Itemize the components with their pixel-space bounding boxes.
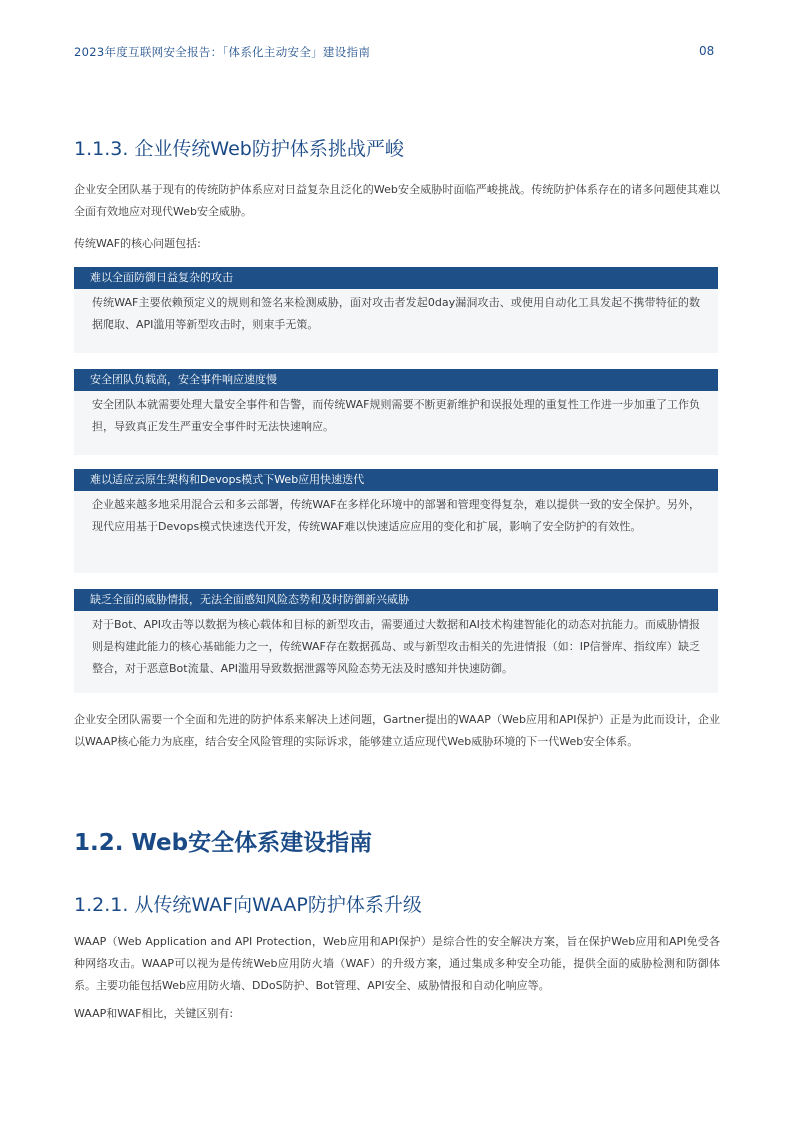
section-heading-1-2-1: 1.2.1. 从传统WAF向WAAP防护体系升级 <box>74 894 422 916</box>
challenge-box-1 <box>74 267 718 353</box>
page-number: 08 <box>699 44 715 58</box>
challenge-body: 传统WAF主要依赖预定义的规则和签名来检测威胁，面对攻击者发起0day漏洞攻击、或使用自动化工具发起不携带特征的数据爬取、API滥用等新型攻击时，则束手无策。 <box>92 296 700 331</box>
challenge-body: 对于Bot、API攻击等以数据为核心载体和目标的新型攻击，需要通过大数据和AI技术构建智能化的动态对抗能力。而威胁情报则是构建此能力的核心基础能力之一，传统WAF存在数据孤岛、或与新型攻击相关的先进情报（如：IP信誉库、指纹库）缺乏整合，对于恶意Bot流量、API滥用导致数据泄露等风险态势无法及时感知并快速防御。 <box>92 618 700 675</box>
challenge-title: 安全团队负载高，安全事件响应速度慢 <box>74 369 718 391</box>
challenge-box-2 <box>74 369 718 455</box>
challenge-title: 难以全面防御日益复杂的攻击 <box>74 267 718 289</box>
conclusion-paragraph: 企业安全团队需要一个全面和先进的防护体系来解决上述问题，Gartner提出的WAAP（Web应用和API保护）正是为此而设计，企业以WAAP核心能力为底座，结合安全风险管理的实际诉求，能够建立适应现代Web威胁环境的下一代Web安全体系。 <box>74 713 720 748</box>
section-heading-1-2: 1.2. Web安全体系建设指南 <box>74 830 373 856</box>
challenge-title: 难以适应云原生架构和Devops模式下Web应用快速迭代 <box>74 469 718 491</box>
challenge-body: 企业越来越多地采用混合云和多云部署，传统WAF在多样化环境中的部署和管理变得复杂，难以提供一致的安全保护。另外，现代应用基于Devops模式快速迭代开发，传统WAF难以快速适应应用的变化和扩展，影响了安全防护的有效性。 <box>92 498 700 533</box>
challenge-box-3 <box>74 469 718 573</box>
report-title: 2023年度互联网安全报告：「体系化主动安全」建设指南 <box>74 45 371 59</box>
intro-paragraph: 企业安全团队基于现有的传统防护体系应对日益复杂且泛化的Web安全威胁时面临严峻挑战。传统防护体系存在的诸多问题使其难以全面有效地应对现代Web安全威胁。 <box>74 183 720 218</box>
comparison-lead: WAAP和WAF相比，关键区别有: <box>74 1007 234 1020</box>
challenge-title: 缺乏全面的威胁情报，无法全面感知风险态势和及时防御新兴威胁 <box>74 589 718 611</box>
challenge-box-4 <box>74 589 718 693</box>
waap-paragraph: WAAP（Web Application and API Protection，Web应用和API保护）是综合性的安全解决方案，旨在保护Web应用和API免受各种网络攻击。WAAP可以视为是传统Web应用防火墙（WAF）的升级方案，通过集成多种安全功能，提供全面的威胁检测和防御体系。主要功能包括Web应用防火墙、DDoS防护、Bot管理、API安全、威胁情报和自动化响应等。 <box>74 935 720 992</box>
section-heading-1-1-3: 1.1.3. 企业传统Web防护体系挑战严峻 <box>74 138 404 160</box>
lead-paragraph: 传统WAF的核心问题包括: <box>74 237 201 250</box>
challenge-body: 安全团队本就需要处理大量安全事件和告警，而传统WAF规则需要不断更新维护和误报处理的重复性工作进一步加重了工作负担，导致真正发生严重安全事件时无法快速响应。 <box>92 398 700 433</box>
